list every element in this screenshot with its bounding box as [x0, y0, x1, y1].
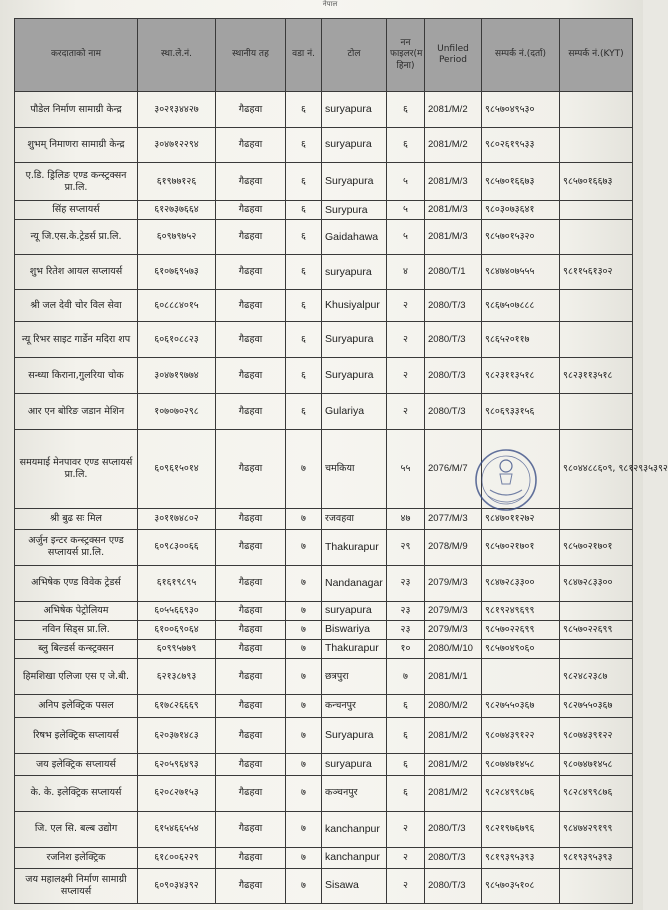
cell-taxpayer-name: समयमाई मेनपावर एण्ड सप्लायर्स प्रा.लि. [15, 430, 138, 508]
cell-tol: कन्चनपुर [322, 695, 387, 718]
cell-ward-number: ७ [286, 695, 322, 718]
cell-registration-number: ६१९७७१२६ [138, 163, 216, 201]
cell-tol: कञ्चनपुर [322, 775, 387, 811]
cell-taxpayer-name: जय इलेक्ट्रिक सप्लायर्स [15, 754, 138, 775]
cell-tol: Surypura [322, 201, 387, 220]
cell-registration-number: ६२१३८७९३ [138, 658, 216, 694]
table-row [15, 128, 633, 163]
cell-local-level: गैढहवा [216, 92, 286, 128]
cell-ward-number: ६ [286, 358, 322, 394]
cell-unfiled-period: 2080/T/3 [425, 358, 482, 394]
cell-ward-number: ६ [286, 128, 322, 163]
cell-contact-kyt: ९८०७४३९१२२ [560, 718, 633, 754]
table-row [15, 290, 633, 322]
header-non-filer-months: नन फाइलर(म हिना) [387, 19, 425, 92]
cell-non-filer-months: २ [387, 290, 425, 322]
cell-non-filer-months: २३ [387, 601, 425, 620]
cell-taxpayer-name: सन्ध्या किराना,गुलरिया चोक [15, 358, 138, 394]
header-tol: टोल [322, 19, 387, 92]
table-row [15, 754, 633, 775]
cell-local-level: गैढहवा [216, 601, 286, 620]
cell-registration-number: ६१५४६६५५४ [138, 811, 216, 847]
cell-local-level: गैढहवा [216, 620, 286, 639]
cell-tol: Suryapura [322, 358, 387, 394]
table-row [15, 695, 633, 718]
cell-registration-number: ६०९७९७५२ [138, 220, 216, 255]
header-contact-kyt: सम्पर्क नं.(KYT) [560, 19, 633, 92]
cell-contact-kyt [560, 220, 633, 255]
header-unfiled-period: Unfiled Period [425, 19, 482, 92]
cell-tol: Biswariya [322, 620, 387, 639]
cell-registration-number: ३०२१३४४२७ [138, 92, 216, 128]
cell-unfiled-period: 2076/M/7 [425, 430, 482, 508]
cell-unfiled-period: 2080/T/1 [425, 255, 482, 290]
cell-non-filer-months: ६ [387, 92, 425, 128]
cell-non-filer-months: ६ [387, 695, 425, 718]
cell-non-filer-months: २ [387, 394, 425, 430]
cell-contact-registered: ९८२७५५०३६७ [482, 695, 560, 718]
cell-registration-number: ३०४७१९७७४ [138, 358, 216, 394]
cell-contact-kyt: ९८२३११३५१८ [560, 358, 633, 394]
cell-ward-number: ६ [286, 220, 322, 255]
cell-non-filer-months: २३ [387, 620, 425, 639]
cell-taxpayer-name: रजनिश इलेक्ट्रिक [15, 847, 138, 868]
cell-registration-number: ६०९९५७७९ [138, 639, 216, 658]
cell-local-level: गैढहवा [216, 847, 286, 868]
table-row [15, 163, 633, 201]
table-row [15, 601, 633, 620]
table-row [15, 220, 633, 255]
cell-registration-number: ६०५५६६९३० [138, 601, 216, 620]
cell-ward-number: ६ [286, 290, 322, 322]
cell-ward-number: ६ [286, 201, 322, 220]
cell-tol: suryapura [322, 128, 387, 163]
cell-registration-number: ६१७८२६६६९ [138, 695, 216, 718]
cell-ward-number: ७ [286, 565, 322, 601]
cell-taxpayer-name: रिषभ इलेक्ट्रिक सप्लायर्स [15, 718, 138, 754]
cell-tol: Suryapura [322, 321, 387, 357]
cell-unfiled-period: 2077/M/3 [425, 508, 482, 529]
cell-registration-number: ६०९०३४३९२ [138, 868, 216, 903]
cell-non-filer-months: २ [387, 358, 425, 394]
cell-taxpayer-name: अभिषेक एण्ड विवेक ट्रेडर्स [15, 565, 138, 601]
cell-ward-number: ६ [286, 321, 322, 357]
cell-tol: suryapura [322, 255, 387, 290]
cell-local-level: गैढहवा [216, 508, 286, 529]
cell-local-level: गैढहवा [216, 128, 286, 163]
cell-contact-registered: ९८५७०१६६७३ [482, 163, 560, 201]
cell-unfiled-period: 2079/M/3 [425, 620, 482, 639]
cell-tol: छत्रपुरा [322, 658, 387, 694]
cell-local-level: गैढहवा [216, 754, 286, 775]
cell-contact-kyt: ९८४७२८३३०० [560, 565, 633, 601]
cell-unfiled-period: 2081/M/2 [425, 718, 482, 754]
cell-registration-number: ६२०५९६४९३ [138, 754, 216, 775]
cell-contact-kyt: ९८४७४२९१९९ [560, 811, 633, 847]
cell-taxpayer-name: ब्लु बिल्डर्स कन्स्ट्रक्सन [15, 639, 138, 658]
cell-ward-number: ७ [286, 658, 322, 694]
cell-local-level: गैढहवा [216, 718, 286, 754]
cell-registration-number: ६०९८३००६६ [138, 529, 216, 565]
cell-ward-number: ६ [286, 92, 322, 128]
cell-taxpayer-name: के. के. इलेक्ट्रिक सप्लायर्स [15, 775, 138, 811]
cell-contact-registered: ९८५७०२१७०१ [482, 529, 560, 565]
cell-unfiled-period: 2081/M/2 [425, 128, 482, 163]
header-contact-registered: सम्पर्क नं.(दर्ता) [482, 19, 560, 92]
cell-contact-kyt [560, 201, 633, 220]
cell-contact-registered: ९८६५२०११७ [482, 321, 560, 357]
cell-unfiled-period: 2080/T/3 [425, 394, 482, 430]
table-row [15, 868, 633, 903]
cell-registration-number: ६०६१०८८२३ [138, 321, 216, 357]
cell-local-level: गैढहवा [216, 201, 286, 220]
cell-ward-number: ७ [286, 868, 322, 903]
cell-non-filer-months: ६ [387, 128, 425, 163]
cell-ward-number: ७ [286, 601, 322, 620]
cell-local-level: गैढहवा [216, 430, 286, 508]
cell-ward-number: ७ [286, 718, 322, 754]
cell-non-filer-months: १० [387, 639, 425, 658]
cell-registration-number: ६१६१९८९५ [138, 565, 216, 601]
cell-taxpayer-name: श्री जल देवी चोर विल सेवा [15, 290, 138, 322]
cell-taxpayer-name: आर एन बोरिङ जडान मेशिन [15, 394, 138, 430]
cell-non-filer-months: ६ [387, 775, 425, 811]
header-row [15, 19, 633, 92]
table-row [15, 321, 633, 357]
cell-local-level: गैढहवा [216, 255, 286, 290]
cell-local-level: गैढहवा [216, 394, 286, 430]
cell-ward-number: ७ [286, 430, 322, 508]
cell-contact-registered: ९८५७०४९५३० [482, 92, 560, 128]
cell-unfiled-period: 2081/M/2 [425, 754, 482, 775]
cell-unfiled-period: 2079/M/3 [425, 565, 482, 601]
cell-tol: suryapura [322, 754, 387, 775]
cell-tol: Khusiyalpur [322, 290, 387, 322]
cell-tol: kanchanpur [322, 847, 387, 868]
cell-non-filer-months: २९ [387, 529, 425, 565]
cell-ward-number: ७ [286, 508, 322, 529]
cell-contact-kyt [560, 868, 633, 903]
cell-contact-registered: ९८१९२४९६९९ [482, 601, 560, 620]
cell-unfiled-period: 2079/M/3 [425, 601, 482, 620]
cell-contact-kyt: ९८५७०२२६९९ [560, 620, 633, 639]
cell-unfiled-period: 2080/M/10 [425, 639, 482, 658]
cell-non-filer-months: २ [387, 847, 425, 868]
cell-local-level: गैढहवा [216, 565, 286, 601]
table-header [15, 19, 633, 92]
cell-ward-number: ७ [286, 529, 322, 565]
cell-contact-registered: ९८०७४७१४५८ [482, 754, 560, 775]
table-row [15, 394, 633, 430]
cell-non-filer-months: ५५ [387, 430, 425, 508]
cell-contact-registered: ९८०२६१९५३३ [482, 128, 560, 163]
cell-contact-kyt: ९८५७०२१७०१ [560, 529, 633, 565]
cell-contact-registered: ९८५७०२२६९९ [482, 620, 560, 639]
cell-non-filer-months: ७ [387, 658, 425, 694]
cell-non-filer-months: ५ [387, 201, 425, 220]
cell-local-level: गैढहवा [216, 358, 286, 394]
cell-contact-registered: ९८६७५०७८८८ [482, 290, 560, 322]
header-ward: वडा नं. [286, 19, 322, 92]
cell-tol: suryapura [322, 92, 387, 128]
cell-ward-number: ७ [286, 639, 322, 658]
cell-taxpayer-name: श्री बुढ सः मिल [15, 508, 138, 529]
cell-taxpayer-name: न्यू रिभर साइट गार्डेन मदिरा शप [15, 321, 138, 357]
table-row [15, 847, 633, 868]
cell-taxpayer-name: सिंह सप्लायर्स [15, 201, 138, 220]
cell-contact-registered: ९८५७०३५१०८ [482, 868, 560, 903]
table-row [15, 775, 633, 811]
cell-contact-registered: ९८०७४३९१२२ [482, 718, 560, 754]
cell-taxpayer-name: अर्जुन इन्टर कन्स्ट्रक्सन एण्ड सप्लायर्स प्रा.लि. [15, 529, 138, 565]
cell-non-filer-months: २३ [387, 565, 425, 601]
cell-unfiled-period: 2081/M/2 [425, 92, 482, 128]
table-row [15, 811, 633, 847]
cell-contact-registered: ९८२१९७६७९६ [482, 811, 560, 847]
cell-contact-registered: ९८५७०१५३२० [482, 220, 560, 255]
cell-local-level: गैढहवा [216, 290, 286, 322]
cell-registration-number: ६०९६१५०१४ [138, 430, 216, 508]
cell-taxpayer-name: जय महालक्ष्मी निर्माण सामाग्री सप्लायर्स [15, 868, 138, 903]
cell-non-filer-months: ६ [387, 718, 425, 754]
cell-registration-number: ३०४७१२२९४ [138, 128, 216, 163]
table-row [15, 255, 633, 290]
table-row [15, 718, 633, 754]
cell-tol: Sisawa [322, 868, 387, 903]
cell-tol: Suryapura [322, 718, 387, 754]
table-row [15, 565, 633, 601]
cell-registration-number: ६१८००६२२९ [138, 847, 216, 868]
cell-registration-number: ६२०३७१४८३ [138, 718, 216, 754]
cell-non-filer-months: ६ [387, 754, 425, 775]
cell-tol: suryapura [322, 601, 387, 620]
cell-contact-registered: ९८४७४०७५५५ [482, 255, 560, 290]
cell-unfiled-period: 2081/M/3 [425, 201, 482, 220]
cell-registration-number: ६१००६९०६४ [138, 620, 216, 639]
cell-contact-registered: ९८५७०४९०६० [482, 639, 560, 658]
cell-contact-registered: ९८०६९३३१५६ [482, 394, 560, 430]
cell-contact-registered: ९८२३११३५१८ [482, 358, 560, 394]
cell-registration-number: ६०८८८४०१५ [138, 290, 216, 322]
cell-contact-kyt [560, 92, 633, 128]
cell-unfiled-period: 2080/M/2 [425, 695, 482, 718]
cell-unfiled-period: 2080/T/3 [425, 847, 482, 868]
cell-ward-number: ७ [286, 775, 322, 811]
cell-non-filer-months: ५ [387, 220, 425, 255]
cell-taxpayer-name: पौडेल निर्माण सामाग्री केन्द्र [15, 92, 138, 128]
cell-unfiled-period: 2081/M/3 [425, 163, 482, 201]
cell-taxpayer-name: शुभ रितेश आयल सप्लायर्स [15, 255, 138, 290]
cell-taxpayer-name: ए.डि. ड्रिलिङ एण्ड कन्स्ट्रक्सन प्रा.लि. [15, 163, 138, 201]
header-registration-number: स्था.ले.नं. [138, 19, 216, 92]
table-row [15, 658, 633, 694]
cell-unfiled-period: 2080/T/3 [425, 321, 482, 357]
cell-ward-number: ७ [286, 754, 322, 775]
cell-non-filer-months: ४ [387, 255, 425, 290]
cell-contact-registered: ९८०३०७३६४१ [482, 201, 560, 220]
cell-local-level: गैढहवा [216, 321, 286, 357]
cell-local-level: गैढहवा [216, 639, 286, 658]
office-seal-stamp [470, 444, 542, 516]
header-local-level: स्थानीय तह [216, 19, 286, 92]
cell-contact-kyt [560, 508, 633, 529]
cell-contact-registered [482, 658, 560, 694]
cell-registration-number: १०७०७०२९८ [138, 394, 216, 430]
cell-contact-kyt [560, 128, 633, 163]
cell-taxpayer-name: हिमशिखा एलिजा एस ए जे.बी. [15, 658, 138, 694]
cell-contact-kyt [560, 394, 633, 430]
cell-unfiled-period: 2080/T/3 [425, 290, 482, 322]
cell-contact-kyt: ९८५७०१६६७३ [560, 163, 633, 201]
cell-tol: Suryapura [322, 163, 387, 201]
cell-local-level: गैढहवा [216, 529, 286, 565]
cell-non-filer-months: ४७ [387, 508, 425, 529]
cell-contact-kyt [560, 321, 633, 357]
cell-ward-number: ७ [286, 620, 322, 639]
cell-contact-kyt: ९८०४४८८६०९, ९८१२९३५३९२ [560, 430, 633, 508]
cell-unfiled-period: 2080/T/3 [425, 868, 482, 903]
cell-ward-number: ६ [286, 394, 322, 430]
table-row [15, 201, 633, 220]
cell-contact-kyt: ९८०७४७१४५८ [560, 754, 633, 775]
cell-tol: Nandanagar [322, 565, 387, 601]
cell-ward-number: ७ [286, 811, 322, 847]
table-row [15, 639, 633, 658]
cell-tol: चमकिया [322, 430, 387, 508]
cell-local-level: गैढहवा [216, 658, 286, 694]
cell-contact-registered: ९८१९३९५३९३ [482, 847, 560, 868]
cell-tol: Gulariya [322, 394, 387, 430]
cell-non-filer-months: ५ [387, 163, 425, 201]
cell-non-filer-months: २ [387, 811, 425, 847]
cell-contact-kyt [560, 639, 633, 658]
page-top-mark: नेपाल [322, 0, 338, 8]
cell-tol: kanchanpur [322, 811, 387, 847]
cell-unfiled-period: 2080/T/3 [425, 811, 482, 847]
cell-local-level: गैढहवा [216, 163, 286, 201]
cell-unfiled-period: 2081/M/1 [425, 658, 482, 694]
table-row [15, 529, 633, 565]
cell-taxpayer-name: न्यू जि.एस.के.ट्रेडर्स प्रा.लि. [15, 220, 138, 255]
cell-contact-kyt: ९८२७५५०३६७ [560, 695, 633, 718]
cell-unfiled-period: 2078/M/9 [425, 529, 482, 565]
table-row [15, 358, 633, 394]
cell-registration-number: ६२०८२७१५३ [138, 775, 216, 811]
cell-tol: रजवहवा [322, 508, 387, 529]
cell-unfiled-period: 2081/M/2 [425, 775, 482, 811]
cell-contact-registered: ९८४७२८३३०० [482, 565, 560, 601]
cell-contact-kyt: ९८११५६१३०२ [560, 255, 633, 290]
cell-local-level: गैढहवा [216, 220, 286, 255]
cell-registration-number: ३०११७४८०२ [138, 508, 216, 529]
cell-contact-kyt: ९८१९३९५३९३ [560, 847, 633, 868]
cell-taxpayer-name: अभिषेक पेट्रोलियम [15, 601, 138, 620]
table-row [15, 620, 633, 639]
cell-local-level: गैढहवा [216, 695, 286, 718]
header-taxpayer-name: करदाताको नाम [15, 19, 138, 92]
table-row [15, 92, 633, 128]
cell-local-level: गैढहवा [216, 811, 286, 847]
cell-tol: Thakurapur [322, 639, 387, 658]
cell-tol: Gaidahawa [322, 220, 387, 255]
cell-ward-number: ६ [286, 163, 322, 201]
cell-local-level: गैढहवा [216, 775, 286, 811]
cell-contact-kyt [560, 290, 633, 322]
cell-unfiled-period: 2081/M/3 [425, 220, 482, 255]
cell-local-level: गैढहवा [216, 868, 286, 903]
cell-registration-number: ६१२७३७६६४ [138, 201, 216, 220]
cell-taxpayer-name: अनिप इलेक्ट्रिक पसल [15, 695, 138, 718]
cell-contact-kyt: ९८२४८२३८७ [560, 658, 633, 694]
cell-taxpayer-name: जि. एल सि. बल्ब उद्योग [15, 811, 138, 847]
cell-ward-number: ७ [286, 847, 322, 868]
cell-non-filer-months: २ [387, 868, 425, 903]
cell-contact-kyt [560, 601, 633, 620]
cell-tol: Thakurapur [322, 529, 387, 565]
cell-contact-kyt: ९८२८४९९८७६ [560, 775, 633, 811]
cell-contact-registered: ९८४७०११२७२ [482, 508, 560, 529]
cell-taxpayer-name: शुभम् निमाणरा सामाग्री केन्द्र [15, 128, 138, 163]
cell-non-filer-months: २ [387, 321, 425, 357]
cell-registration-number: ६१०७६९५७३ [138, 255, 216, 290]
cell-contact-registered: ९८२८४९९८७६ [482, 775, 560, 811]
cell-ward-number: ६ [286, 255, 322, 290]
cell-taxpayer-name: नविन सिड्स प्रा.लि. [15, 620, 138, 639]
